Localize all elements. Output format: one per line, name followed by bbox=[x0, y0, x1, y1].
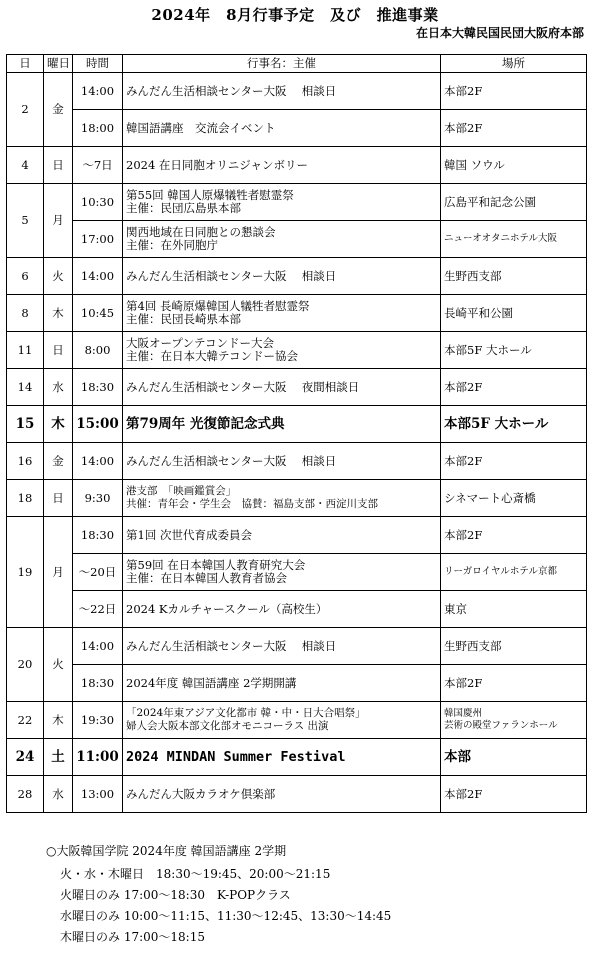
time-cell: 10:45 bbox=[73, 295, 123, 332]
place-line-2: 芸術の殿堂ファランホール bbox=[444, 720, 558, 731]
table-row bbox=[7, 258, 587, 295]
table-row bbox=[7, 702, 587, 739]
day-cell: 5 bbox=[7, 184, 44, 258]
place-cell: 本部2F bbox=[441, 776, 587, 813]
time-cell: 8:00 bbox=[73, 332, 123, 369]
event-cell bbox=[123, 332, 441, 369]
event-cell: 韓国語講座 交流会イベント bbox=[123, 110, 441, 147]
day-cell: 6 bbox=[7, 258, 44, 295]
weekday-cell: 月 bbox=[44, 184, 73, 258]
day-cell: 11 bbox=[7, 332, 44, 369]
header-event: 行事名：主催 bbox=[123, 55, 441, 73]
place-cell: 本部 bbox=[441, 739, 587, 776]
time-cell: 18:00 bbox=[73, 110, 123, 147]
weekday-cell: 木 bbox=[44, 295, 73, 332]
table-row bbox=[7, 554, 587, 591]
time-cell: 18:30 bbox=[73, 369, 123, 406]
weekday-cell: 水 bbox=[44, 369, 73, 406]
korean-course-notes bbox=[46, 842, 392, 948]
place-cell: 本部5F 大ホール bbox=[441, 406, 587, 443]
time-cell: 13:00 bbox=[73, 776, 123, 813]
notes-heading: ○大阪韓国学院 2024年度 韓国語講座 2学期 bbox=[46, 844, 287, 858]
time-cell: 18:30 bbox=[73, 665, 123, 702]
place-cell: 本部2F bbox=[441, 665, 587, 702]
weekday-cell: 月 bbox=[44, 517, 73, 628]
event-cell: 第1回 次世代育成委員会 bbox=[123, 517, 441, 554]
table-row bbox=[7, 184, 587, 221]
weekday-cell: 火 bbox=[44, 258, 73, 295]
event-cell: みんだん生活相談センター大阪 相談日 bbox=[123, 73, 441, 110]
place-cell: 本部5F 大ホール bbox=[441, 332, 587, 369]
place-cell: 生野西支部 bbox=[441, 258, 587, 295]
time-cell: 14:00 bbox=[73, 258, 123, 295]
table-row bbox=[7, 221, 587, 258]
header-time: 時間 bbox=[73, 55, 123, 73]
time-cell: ～7日 bbox=[73, 147, 123, 184]
table-row bbox=[7, 665, 587, 702]
table-row bbox=[7, 517, 587, 554]
place-cell: ニューオオタニホテル大阪 bbox=[441, 221, 587, 258]
organization-name: 在日本大韓民国民団大阪府本部 bbox=[415, 26, 584, 40]
table-row-highlight bbox=[7, 406, 587, 443]
time-cell: ～20日 bbox=[73, 554, 123, 591]
weekday-cell: 木 bbox=[44, 702, 73, 739]
notes-line: 水曜日のみ 10:00～11:15、11:30～12:45、13:30～14:45 bbox=[60, 909, 392, 923]
table-row bbox=[7, 295, 587, 332]
day-cell: 28 bbox=[7, 776, 44, 813]
event-organizer: 主催：在日本大韓テコンドー協会 bbox=[126, 349, 299, 363]
table-row bbox=[7, 73, 587, 110]
event-organizer: 主催：在外同胞庁 bbox=[126, 238, 218, 252]
place-cell: シネマート心斎橋 bbox=[441, 480, 587, 517]
day-cell: 22 bbox=[7, 702, 44, 739]
event-title: 第59回 在日本韓国人教育研究大会 bbox=[126, 558, 306, 572]
weekday-cell: 日 bbox=[44, 480, 73, 517]
table-row-highlight bbox=[7, 739, 587, 776]
event-organizer: 主催：在日本韓国人教育者協会 bbox=[126, 571, 287, 585]
time-cell: 11:00 bbox=[73, 739, 123, 776]
day-cell: 15 bbox=[7, 406, 44, 443]
table-row bbox=[7, 147, 587, 184]
notes-line: 火・水・木曜日 18:30～19:45、20:00～21:15 bbox=[60, 867, 331, 881]
place-cell: 本部2F bbox=[441, 73, 587, 110]
page-title: 2024年 8月行事予定 及び 推進事業 bbox=[151, 6, 439, 24]
day-cell: 19 bbox=[7, 517, 44, 628]
day-cell: 20 bbox=[7, 628, 44, 702]
event-cell: 2024年度 韓国語講座 2学期開講 bbox=[123, 665, 441, 702]
day-cell: 18 bbox=[7, 480, 44, 517]
table-row bbox=[7, 332, 587, 369]
weekday-cell: 木 bbox=[44, 406, 73, 443]
place-cell bbox=[441, 702, 587, 739]
place-cell: 長崎平和公園 bbox=[441, 295, 587, 332]
event-organizer: 婦人会大阪本部文化部オモニコーラス 出演 bbox=[126, 720, 329, 732]
place-cell: 生野西支部 bbox=[441, 628, 587, 665]
weekday-cell: 水 bbox=[44, 776, 73, 813]
header-weekday: 曜日 bbox=[44, 55, 73, 73]
event-cell bbox=[123, 554, 441, 591]
place-cell: 本部2F bbox=[441, 369, 587, 406]
schedule-table bbox=[6, 54, 587, 813]
notes-line: 火曜日のみ 17:00～18:30 K-POPクラス bbox=[60, 888, 291, 902]
event-title: 大阪オープンテコンドー大会 bbox=[126, 336, 275, 350]
weekday-cell: 火 bbox=[44, 628, 73, 702]
event-cell: 2024 Kカルチャースクール（高校生） bbox=[123, 591, 441, 628]
event-title: 第4回 長崎原爆韓国人犠牲者慰霊祭 bbox=[126, 299, 310, 313]
event-title: 関西地域在日同胞との懇談会 bbox=[126, 225, 276, 239]
place-cell: リーガロイヤルホテル京都 bbox=[441, 554, 587, 591]
event-cell bbox=[123, 295, 441, 332]
event-cell: みんだん生活相談センター大阪 相談日 bbox=[123, 443, 441, 480]
event-cell: 2024 MINDAN Summer Festival bbox=[123, 739, 441, 776]
table-row bbox=[7, 110, 587, 147]
header-day: 日 bbox=[7, 55, 44, 73]
table-row bbox=[7, 480, 587, 517]
header-place: 場所 bbox=[441, 55, 587, 73]
event-cell bbox=[123, 702, 441, 739]
time-cell: 10:30 bbox=[73, 184, 123, 221]
notes-line: 木曜日のみ 17:00～18:15 bbox=[60, 930, 205, 944]
time-cell: 18:30 bbox=[73, 517, 123, 554]
event-title: 第55回 韓国人原爆犠牲者慰霊祭 bbox=[126, 188, 294, 202]
time-cell: 15:00 bbox=[73, 406, 123, 443]
table-header-row bbox=[7, 55, 587, 73]
event-cell bbox=[123, 480, 441, 517]
day-cell: 8 bbox=[7, 295, 44, 332]
time-cell: 17:00 bbox=[73, 221, 123, 258]
place-cell: 東京 bbox=[441, 591, 587, 628]
event-cell: 2024 在日同胞オリニジャンボリー bbox=[123, 147, 441, 184]
time-cell: 14:00 bbox=[73, 443, 123, 480]
event-cell: みんだん生活相談センター大阪 相談日 bbox=[123, 258, 441, 295]
event-organizer: 主催：民団長崎県本部 bbox=[126, 312, 241, 326]
time-cell: 9:30 bbox=[73, 480, 123, 517]
time-cell: 19:30 bbox=[73, 702, 123, 739]
event-cell: 第79周年 光復節記念式典 bbox=[123, 406, 441, 443]
time-cell: 14:00 bbox=[73, 73, 123, 110]
table-row bbox=[7, 369, 587, 406]
day-cell: 4 bbox=[7, 147, 44, 184]
weekday-cell: 日 bbox=[44, 332, 73, 369]
table-row bbox=[7, 591, 587, 628]
weekday-cell: 土 bbox=[44, 739, 73, 776]
place-cell: 本部2F bbox=[441, 517, 587, 554]
place-line-1: 韓国慶州 bbox=[444, 708, 483, 719]
event-cell bbox=[123, 184, 441, 221]
weekday-cell: 金 bbox=[44, 443, 73, 480]
day-cell: 2 bbox=[7, 73, 44, 147]
table-row bbox=[7, 776, 587, 813]
day-cell: 24 bbox=[7, 739, 44, 776]
weekday-cell: 日 bbox=[44, 147, 73, 184]
place-cell: 広島平和記念公園 bbox=[441, 184, 587, 221]
table-row bbox=[7, 628, 587, 665]
day-cell: 14 bbox=[7, 369, 44, 406]
event-cell bbox=[123, 221, 441, 258]
weekday-cell: 金 bbox=[44, 73, 73, 147]
place-cell: 韓国 ソウル bbox=[441, 147, 587, 184]
event-organizer: 共催：青年会・学生会 協賛：福島支部・西淀川支部 bbox=[126, 498, 378, 510]
table-row bbox=[7, 443, 587, 480]
event-organizer: 主催：民団広島県本部 bbox=[126, 201, 241, 215]
time-cell: ～22日 bbox=[73, 591, 123, 628]
place-cell: 本部2F bbox=[441, 110, 587, 147]
day-cell: 16 bbox=[7, 443, 44, 480]
event-title: 港支部 「映画鑑賞会」 bbox=[126, 485, 237, 497]
event-title: 「2024年東アジア文化都市 韓・中・日大合唱祭」 bbox=[126, 707, 366, 719]
event-cell: みんだん生活相談センター大阪 相談日 bbox=[123, 628, 441, 665]
time-cell: 14:00 bbox=[73, 628, 123, 665]
event-cell: みんだん大阪カラオケ倶楽部 bbox=[123, 776, 441, 813]
event-cell: みんだん生活相談センター大阪 夜間相談日 bbox=[123, 369, 441, 406]
place-cell: 本部2F bbox=[441, 443, 587, 480]
